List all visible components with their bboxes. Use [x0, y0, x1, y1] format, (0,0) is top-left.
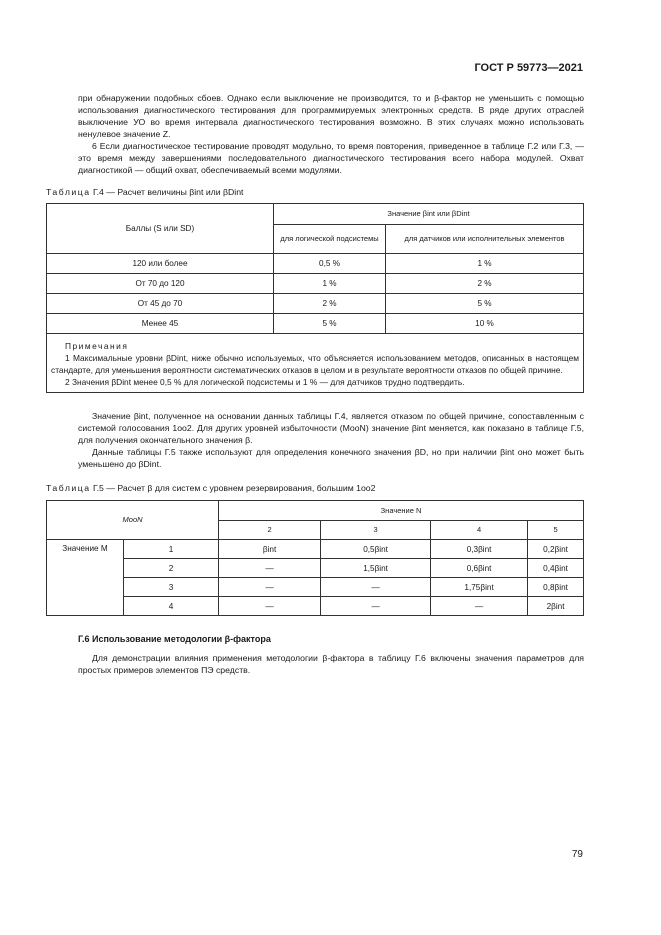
t5-header-moon: MooN: [47, 501, 219, 540]
table4-caption-text: Г.4 — Расчет величины βint или βDint: [92, 187, 244, 197]
t5-cell: —: [431, 597, 528, 616]
t5-cell: 0,5βint: [321, 540, 431, 559]
t5-header-n: Значение N: [219, 501, 584, 521]
t5-n-value: 3: [321, 521, 431, 540]
table4-caption: [46, 187, 243, 197]
table-row: [47, 254, 584, 274]
t5-cell: 0,6βint: [431, 559, 528, 578]
table-g5: [46, 500, 584, 616]
paragraph-2: 6 Если диагностическое тестирование проводят модульно, то время повторения, приведенное в таблице Г.2 или Г.3, — это время между завершениями последовательного диагностического тестирования всего набора модулей. Охват диагностикой — общий охват, обеспечиваемый всеми модулями.: [78, 141, 584, 175]
t4-cell-sensors: 10 %: [386, 314, 584, 334]
t4-cell-score: От 45 до 70: [47, 294, 274, 314]
section-g6-title: Г.6 Использование методологии β-фактора: [78, 634, 271, 644]
t4-notes: [47, 334, 584, 393]
t5-row-label: Значение M: [47, 540, 124, 616]
t4-header-value: Значение βint или βDint: [274, 204, 584, 225]
t5-n-value: 4: [431, 521, 528, 540]
table-row: [47, 540, 584, 559]
t4-cell-score: 120 или более: [47, 254, 274, 274]
t5-cell: —: [321, 578, 431, 597]
t4-header-score: Баллы (S или SD): [47, 204, 274, 254]
page-number: 79: [571, 849, 583, 860]
t4-cell-score: От 70 до 120: [47, 274, 274, 294]
t5-cell: 0,2βint: [528, 540, 584, 559]
paragraph-1: при обнаружении подобных сбоев. Однако если выключение не производится, то и β-фактор не уменьшить с помощью использования диагностического тестирования для программируемых электронных средств. В ряде других отраслей выключение УО во время интервала диагностического тестирования возможно. В этих случаях можно использовать ненулевое значение Z.: [78, 93, 584, 139]
t5-cell: 1,75βint: [431, 578, 528, 597]
t5-cell: —: [219, 578, 321, 597]
t5-cell-m: 4: [124, 597, 219, 616]
t4-header-sensors: для датчиков или исполнительных элементов: [386, 225, 584, 254]
t4-cell-logic: 2 %: [274, 294, 386, 314]
t4-cell-sensors: 2 %: [386, 274, 584, 294]
table-g4: [46, 203, 584, 393]
t5-cell: —: [219, 597, 321, 616]
t5-cell: 0,3βint: [431, 540, 528, 559]
t5-n-value: 2: [219, 521, 321, 540]
table-row: [47, 314, 584, 334]
t5-cell-m: 1: [124, 540, 219, 559]
table-row: [47, 294, 584, 314]
t5-cell: 2βint: [528, 597, 584, 616]
table-row: [47, 559, 584, 578]
table-notes-row: [47, 334, 584, 393]
table-row: [47, 597, 584, 616]
t5-cell: 1,5βint: [321, 559, 431, 578]
table-row: [47, 578, 584, 597]
t4-header-logic: для логической подсистемы: [274, 225, 386, 254]
t4-cell-score: Менее 45: [47, 314, 274, 334]
t5-cell: 0,4βint: [528, 559, 584, 578]
t5-cell-m: 2: [124, 559, 219, 578]
t4-cell-logic: 1 %: [274, 274, 386, 294]
t4-cell-logic: 5 %: [274, 314, 386, 334]
table4-caption-label: Таблица: [46, 187, 91, 197]
t4-cell-sensors: 5 %: [386, 294, 584, 314]
t4-cell-sensors: 1 %: [386, 254, 584, 274]
t4-cell-logic: 0,5 %: [274, 254, 386, 274]
paragraph-4: Данные таблицы Г.5 также используют для определения конечного значения βD, но при наличии βint оно может быть уменьшено до βDint.: [78, 447, 584, 469]
t5-cell: —: [321, 597, 431, 616]
standard-header: ГОСТ Р 59773—2021: [474, 62, 583, 74]
t5-cell-m: 3: [124, 578, 219, 597]
t5-n-value: 5: [528, 521, 584, 540]
section-g6-text: Для демонстрации влияния применения методологии β-фактора в таблицу Г.6 включены значения параметров для простых примеров элементов ПЭ средств.: [78, 653, 584, 675]
t5-cell: 0,8βint: [528, 578, 584, 597]
table5-caption-label: Таблица: [46, 483, 91, 493]
table5-caption: [46, 483, 375, 493]
t4-note-2: 2 Значения βDint менее 0,5 % для логической подсистемы и 1 % — для датчиков трудно подтвердить.: [65, 377, 465, 387]
table-row: [47, 274, 584, 294]
t5-cell: —: [219, 559, 321, 578]
t4-note-1: 1 Максимальные уровни βDint, ниже обычно используемых, что объясняется использованием методов, описанных в настоящем стандарте, для уменьшения вероятности систематических отказов в целом и в результате вероятности отказов по общей причине.: [51, 353, 579, 375]
table5-caption-text: Г.5 — Расчет β для систем с уровнем резервирования, большим 1oo2: [92, 483, 376, 493]
paragraph-3: Значение βint, полученное на основании данных таблицы Г.4, является отказом по общей причине, сопоставленным с системой голосования 1oo2. Для других уровней избыточности (MooN) значение βint меняется, как показано в таблице Г.5, для получения окончательного значения β.: [78, 411, 584, 445]
t4-notes-title: Примечания: [65, 341, 129, 351]
t5-cell: βint: [219, 540, 321, 559]
